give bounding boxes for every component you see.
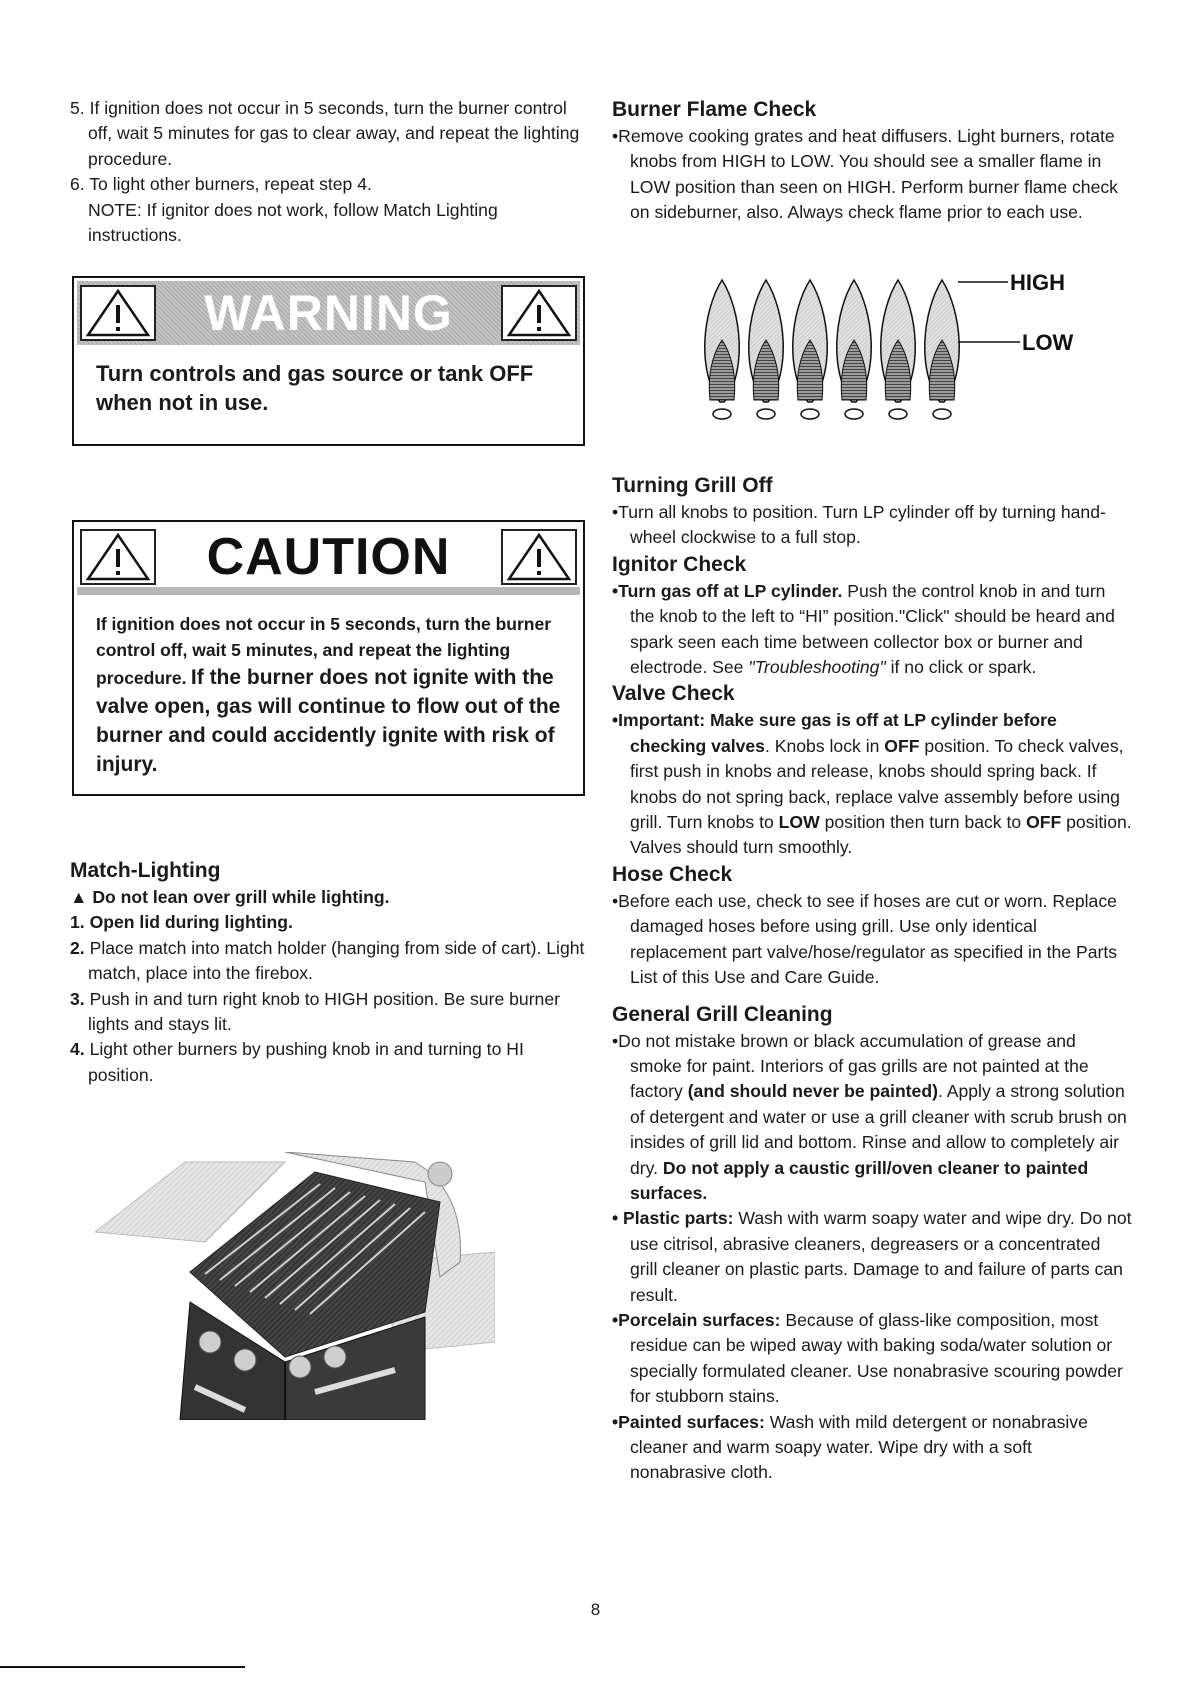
caution-text-small: If ignition does not occur in 5 seconds, turn the burner control off, wait 5 minutes, and repeat the lighting procedure. — [96, 614, 552, 688]
flame-low-label: LOW — [1022, 330, 1074, 355]
caution-box — [72, 520, 585, 796]
hose-check-title: Hose Check — [612, 862, 733, 886]
general-grill-cleaning-text: •Do not mistake brown or black accumulation of grease and smoke for paint. Interiors of gas grills are not painted at the factory (and should never be painted). Apply a strong solution of detergent and water or use a grill cleaner with scrub brush on insides of grill lid and bottom. Rinse and allow to completely air dry. Do not apply a caustic grill/oven cleaner to painted surfaces. — [612, 1030, 1127, 1203]
match-step-3: 3. Push in and turn right knob to HIGH position. Be sure burner lights and stays lit. — [70, 988, 560, 1035]
grill-illustration — [95, 1152, 495, 1420]
right-column-lower — [612, 472, 1132, 1486]
ignitor-check-title: Ignitor Check — [612, 552, 747, 576]
valve-check-text: •Important: Make sure gas is off at LP cylinder before checking valves. Knobs lock in OFF position. To check valves, first push in knobs and release, knobs should spring back. If knobs do not spring back, replace valve assembly before using grill. Turn knobs to LOW position then turn back to OFF position. Valves should turn smoothly. — [612, 710, 1132, 858]
right-column — [612, 96, 1132, 226]
warning-triangle-icon: ▲ — [70, 887, 88, 907]
hose-check-text: •Before each use, check to see if hoses are cut or worn. Replace damaged hoses before using grill. Use only identical replacement part valve/hose/regulator as specified in the Parts List of this Use and Care Guide. — [612, 890, 1118, 988]
footer-divider — [0, 1666, 245, 1668]
match-lighting-section — [70, 857, 590, 1088]
caution-title: CAUTION — [206, 528, 451, 586]
ignitor-note: NOTE: If ignitor does not work, follow Match Lighting instructions. — [88, 199, 498, 246]
cleaning-porcelain-surfaces: •Porcelain surfaces: Because of glass-like composition, most residue can be wiped away with baking soda/water solution or specially formulated cleaner. Use nonabrasive scouring powder for stubborn stains. — [612, 1309, 1123, 1407]
flame-high-label: HIGH — [1010, 272, 1065, 295]
ignitor-check-text: •Turn gas off at LP cylinder. Push the control knob in and turn the knob to the left to “HI” position."Click" should be heard and spark seen each time between collector box or burner and electrode. See "Troubleshooting" if no click or spark. — [612, 580, 1115, 678]
step-5: 5. If ignition does not occur in 5 seconds, turn the burner control off, wait 5 minutes for gas to clear away, and repeat the lighting procedure. — [70, 98, 580, 169]
warning-box — [72, 276, 585, 446]
caution-text — [74, 595, 583, 789]
step-6: 6. To light other burners, repeat step 4. — [70, 174, 372, 195]
warning-triangle-icon — [80, 285, 156, 341]
page-number: 8 — [590, 1600, 601, 1619]
match-lighting-title: Match-Lighting — [70, 859, 221, 882]
match-step-1: 1. Open lid during lighting. — [70, 912, 293, 933]
caution-triangle-icon — [80, 529, 156, 585]
left-column — [70, 96, 590, 248]
match-lighting-warning: ▲ Do not lean over grill while lighting. — [70, 887, 390, 907]
match-step-4: 4. Light other burners by pushing knob in and turning to HI position. — [70, 1039, 524, 1085]
caution-triangle-icon — [501, 529, 577, 585]
valve-check-title: Valve Check — [612, 682, 735, 706]
general-grill-cleaning-title: General Grill Cleaning — [612, 1002, 833, 1026]
cleaning-plastic-parts: • Plastic parts: Wash with warm soapy water and wipe dry. Do not use citrisol, abrasive cleaners, degreasers or a concentrated grill cleaner on plastic parts. Damage to and failure of parts can result. — [612, 1208, 1132, 1305]
caution-text-large: If the burner does not ignite with the valve open, gas will continue to flow out of the burner and could accidently ignite with risk of injury. — [96, 666, 561, 776]
warning-banner — [77, 281, 580, 345]
burner-flame-check-title: Burner Flame Check — [612, 98, 817, 121]
turning-grill-off-text: •Turn all knobs to position. Turn LP cylinder off by turning hand-wheel clockwise to a full stop. — [612, 502, 1106, 548]
warning-title: WARNING — [204, 285, 453, 341]
cleaning-painted-surfaces: •Painted surfaces: Wash with mild detergent or nonabrasive cleaner and warm soapy water. Wipe dry with a soft nonabrasive cloth. — [612, 1411, 1088, 1483]
warning-triangle-icon — [501, 285, 577, 341]
match-step-2: 2. Place match into match holder (hanging from side of cart). Light match, place into the firebox. — [70, 937, 585, 984]
flame-illustration — [690, 272, 1110, 422]
caution-banner — [77, 525, 580, 595]
burner-flame-check-text: •Remove cooking grates and heat diffusers. Light burners, rotate knobs from HIGH to LOW. You should see a smaller flame in LOW position than seen on HIGH. Perform burner flame check on sideburner, also. Always check flame prior to each use. — [612, 126, 1118, 223]
warning-text: Turn controls and gas source or tank OFF when not in use. — [96, 361, 534, 415]
turning-grill-off-title: Turning Grill Off — [612, 474, 773, 497]
